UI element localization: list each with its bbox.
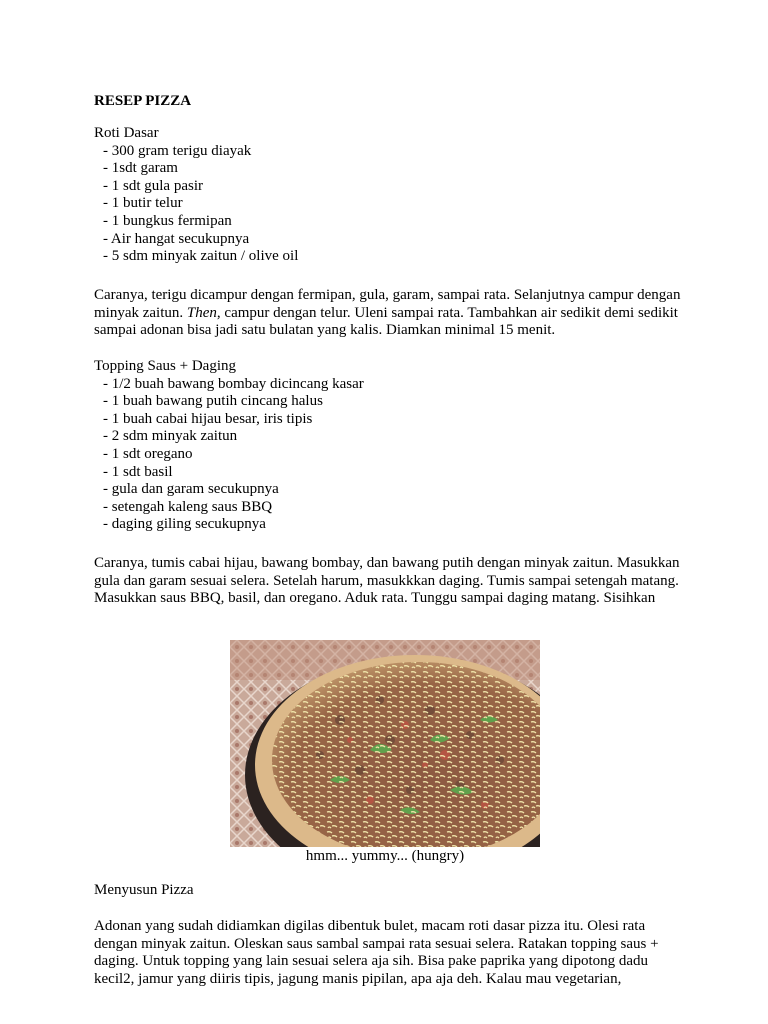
list-item: - Air hangat secukupnya xyxy=(103,230,250,247)
roti-ingredient-list xyxy=(94,143,684,266)
topping-method-paragraph: Caranya, tumis cabai hijau, bawang bombay, dan bawang putih dengan minyak zaitun. Masukkan gula dan garam sesuai selera. Setelah harum, masukkkan daging. Tumis sampai setengah matang. Masukkan saus BBQ, basil, dan oregano. Aduk rata. Tunggu sampai daging matang. Sisihkan xyxy=(94,555,680,607)
list-item: - 2 sdm minyak zaitun xyxy=(103,428,238,445)
list-item: - 5 sdm minyak zaitun / olive oil xyxy=(103,248,299,265)
list-item: - 300 gram terigu diayak xyxy=(103,142,252,159)
assembly-label: Menyusun Pizza xyxy=(94,882,194,898)
topping-label: Topping Saus + Daging xyxy=(94,358,236,374)
roti-method-text: Caranya, terigu dicampur dengan fermipan, gula, garam, sampai rata. Selanjutnya campur dengan minyak zaitun. xyxy=(94,287,681,321)
list-item: - 1 buah bawang putih cincang halus xyxy=(103,393,323,410)
list-item: - 1 butir telur xyxy=(103,195,183,212)
recipe-title: RESEP PIZZA xyxy=(94,93,192,109)
topping-ingredient-list xyxy=(94,376,684,534)
roti-method-paragraph xyxy=(94,287,684,340)
list-item: - 1/2 buah bawang bombay dicincang kasar xyxy=(103,375,364,392)
list-item: - 1 sdt oregano xyxy=(103,445,193,462)
list-item: - 1 bungkus fermipan xyxy=(103,212,232,229)
list-item: - daging giling secukupnya xyxy=(103,516,266,533)
list-item: - 1 sdt gula pasir xyxy=(103,177,203,194)
list-item: - gula dan garam secukupnya xyxy=(103,481,279,498)
photo-caption: hmm... yummy... (hungry) xyxy=(305,848,465,864)
list-item: - setengah kaleng saus BBQ xyxy=(103,498,273,515)
list-item: - 1sdt garam xyxy=(103,160,178,177)
roti-method-text-cont: , campur dengan telur. Uleni sampai rata. Tambahkan air sedikit demi sedikit sampai adonan bisa jadi satu bulatan yang kalis. Diamkan minimal 15 menit. xyxy=(94,304,678,339)
topping-section xyxy=(94,358,684,534)
emphasis-word: Then xyxy=(186,304,217,321)
roti-label: Roti Dasar xyxy=(94,125,159,141)
roti-section xyxy=(94,125,684,266)
pizza-photo xyxy=(230,640,540,847)
list-item: - 1 buah cabai hijau besar, iris tipis xyxy=(103,410,313,427)
assembly-paragraph: Adonan yang sudah didiamkan digilas dibentuk bulet, macam roti dasar pizza itu. Olesi rata dengan minyak zaitun. Oleskan saus sambal sampai rata sesuai selera. Ratakan topping saus + daging. Untuk topping yang lain sesuai selera aja sih. Bisa pake paprika yang dipotong dadu kecil2, jamur yang diiris tipis, jagung manis pipilan, apa aja deh. Kalau mau vegetarian, xyxy=(94,918,659,987)
list-item: - 1 sdt basil xyxy=(103,463,173,480)
